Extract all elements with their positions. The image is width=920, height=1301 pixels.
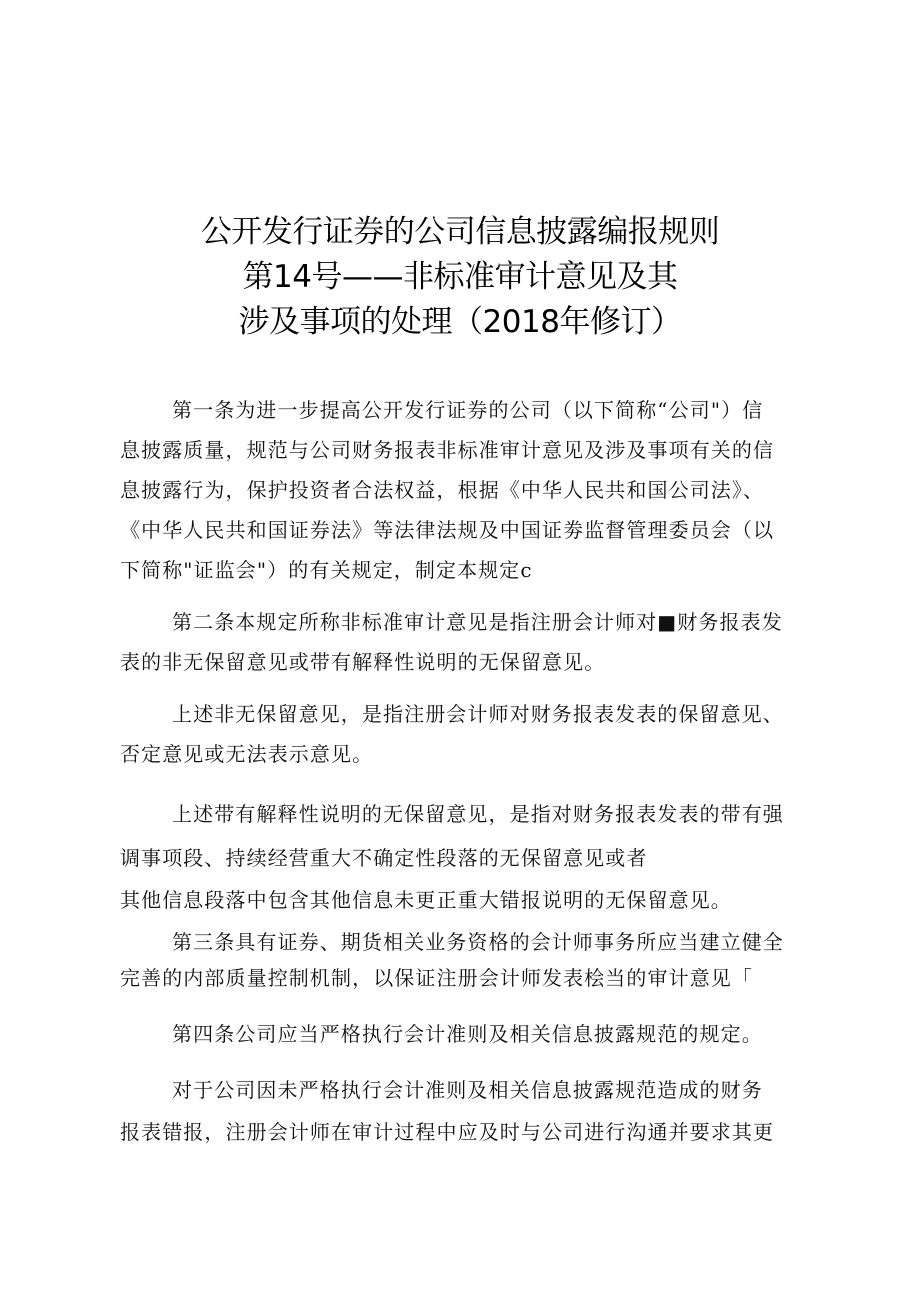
text-line: 其他信息段落中包含其他信息未更正重大错报说明的无保留意见。: [120, 888, 732, 912]
text-line: 第一条为进一步提高公开发行证券的公司（以下简称“公司"）信: [172, 398, 764, 422]
text-line: 报表错报，注册会计师在审计过程中应及时与公司进行沟通并要求其更: [120, 1120, 775, 1144]
paragraph-explanatory-opinion: [120, 792, 800, 920]
paragraph-article-2: [120, 602, 800, 682]
text-line: 上述非无保留意见，是指注册会计师对财务报表发表的保留意见、: [172, 702, 784, 726]
document-title: [0, 210, 920, 345]
text-line: 下简称"证监会"）的有关规定，制定本规定c: [120, 558, 533, 582]
paragraph-non-unqualified-opinion: [120, 694, 800, 774]
paragraph-article-1: [120, 390, 800, 590]
paragraph-article-4-misstatement: [120, 1068, 800, 1152]
text-line: 第四条公司应当严格执行会计准则及相关信息披露规范的规定。: [172, 1022, 763, 1046]
text-line: 第二条本规定所称非标准审计意见是指注册会计师对■财务报表发: [172, 610, 783, 634]
text-line: 《中华人民共和国证券法》等法律法规及中国证劵监督管理委员会（以: [120, 518, 775, 542]
paragraph-article-4: [120, 1014, 800, 1054]
text-line: 息披露质量，规范与公司财务报表非标准审计意见及涉及事项有关的信: [120, 438, 775, 462]
text-line: 第三条具有证券、期货相关业务资格的会计师事务所应当建立健全: [172, 930, 784, 954]
text-line: 上述带有解释性说明的无保留意见，是指对财务报表发表的带有强: [172, 802, 784, 826]
text-line: 否定意见或无法表示意见。: [120, 742, 374, 766]
text-line: 调事项段、持续经营重大不确定性段落的无保留意见或者: [120, 846, 648, 870]
paragraph-article-3: [120, 924, 800, 996]
text-line: 对于公司因未严格执行会计准则及相关信息披露规范造成的财务: [172, 1078, 763, 1102]
text-line: 息披露行为，保护投资者合法权益，根据《中华人民共和国公司法》、: [120, 478, 765, 502]
text-line: 完善的内部质量控制机制，以保证注册会计师发表桧当的审计意见「: [120, 966, 753, 990]
title-line-1: 公开发行证券的公司信息披露编报规则: [200, 214, 720, 250]
title-line-2: 第14号——非标准审计意见及其: [242, 259, 678, 295]
document-body: [120, 390, 800, 1152]
text-line: 表的非无保留意见或带有解释性说明的无保留意见。: [120, 650, 606, 674]
title-line-3: 涉及事项的处理（2018年修订）: [238, 304, 682, 340]
